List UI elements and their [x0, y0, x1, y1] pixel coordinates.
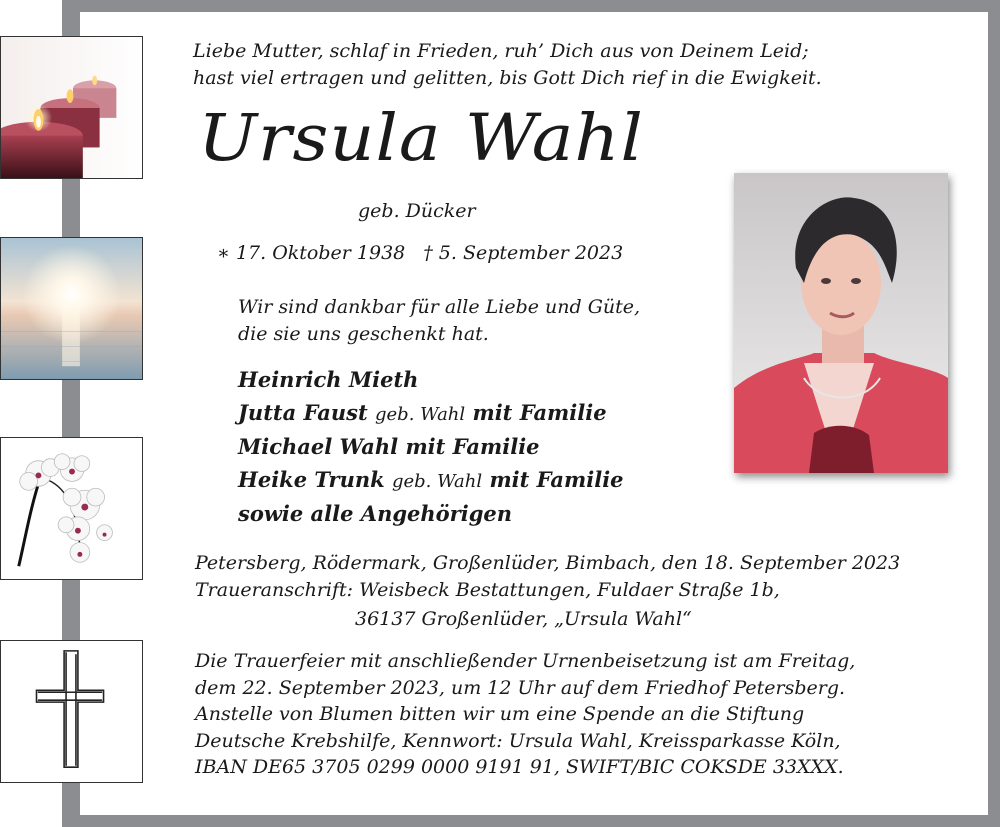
service-info: [195, 648, 855, 781]
quote-line: hast viel ertragen und gelitten, bis Gott Dich rief in die Ewigkeit.: [193, 66, 822, 89]
deceased-name: Ursula Wahl: [198, 100, 644, 176]
portrait-photo: [734, 173, 948, 473]
orchid-icon: [0, 437, 143, 580]
service-line: Die Trauerfeier mit anschließender Urnenbeisetzung ist am Freitag,: [195, 650, 856, 672]
service-line: IBAN DE65 3705 0299 0000 9191 91, SWIFT/BIC COKSDE 33XXX.: [195, 756, 844, 778]
family-member: Heike Trunk geb. Wahl mit Familie: [238, 466, 624, 492]
thanks-line: Wir sind dankbar für alle Liebe und Güte,: [238, 296, 641, 318]
service-line: dem 22. September 2023, um 12 Uhr auf dem Friedhof Petersberg.: [195, 676, 846, 699]
place-date: Petersberg, Rödermark, Großenlüder, Bimbach, den 18. September 2023 Traueranschrift: Weisbeck Bestattungen, Fuldaer Straße 1b,: [195, 550, 900, 603]
frame-bottom: [62, 815, 1000, 827]
service-line: Deutsche Krebshilfe, Kennwort: Ursula Wahl, Kreissparkasse Köln,: [195, 729, 841, 752]
cross-icon: [0, 640, 143, 783]
family-member: Michael Wahl mit Familie: [238, 434, 540, 459]
death-date: † 5. September 2023: [423, 242, 624, 264]
address-line: 36137 Großenlüder, „Ursula Wahl“: [355, 608, 692, 630]
sunset-sea-icon: [0, 237, 143, 380]
frame-top: [62, 0, 1000, 12]
thanks-text: [238, 294, 640, 347]
family-list: [238, 364, 624, 531]
family-member: Heinrich Mieth: [238, 367, 419, 392]
life-dates: [217, 240, 623, 267]
memorial-quote: [193, 38, 822, 91]
address-line: Traueranschrift: Weisbeck Bestattungen, Fuldaer Straße 1b,: [195, 578, 780, 601]
candles-icon: [0, 36, 143, 179]
thanks-line: die sie uns geschenkt hat.: [238, 322, 489, 345]
born-name: geb. Dücker: [358, 200, 476, 222]
family-member: sowie alle Angehörigen: [238, 501, 513, 526]
birth-date: ∗ 17. Oktober 1938: [217, 242, 406, 264]
service-line: Anstelle von Blumen bitten wir um eine Spende an die Stiftung: [195, 703, 805, 725]
frame-right: [988, 0, 1000, 827]
family-member: Jutta Faust geb. Wahl mit Familie: [238, 399, 607, 425]
quote-line: Liebe Mutter, schlaf in Frieden, ruh’ Dich aus von Deinem Leid;: [193, 40, 809, 62]
